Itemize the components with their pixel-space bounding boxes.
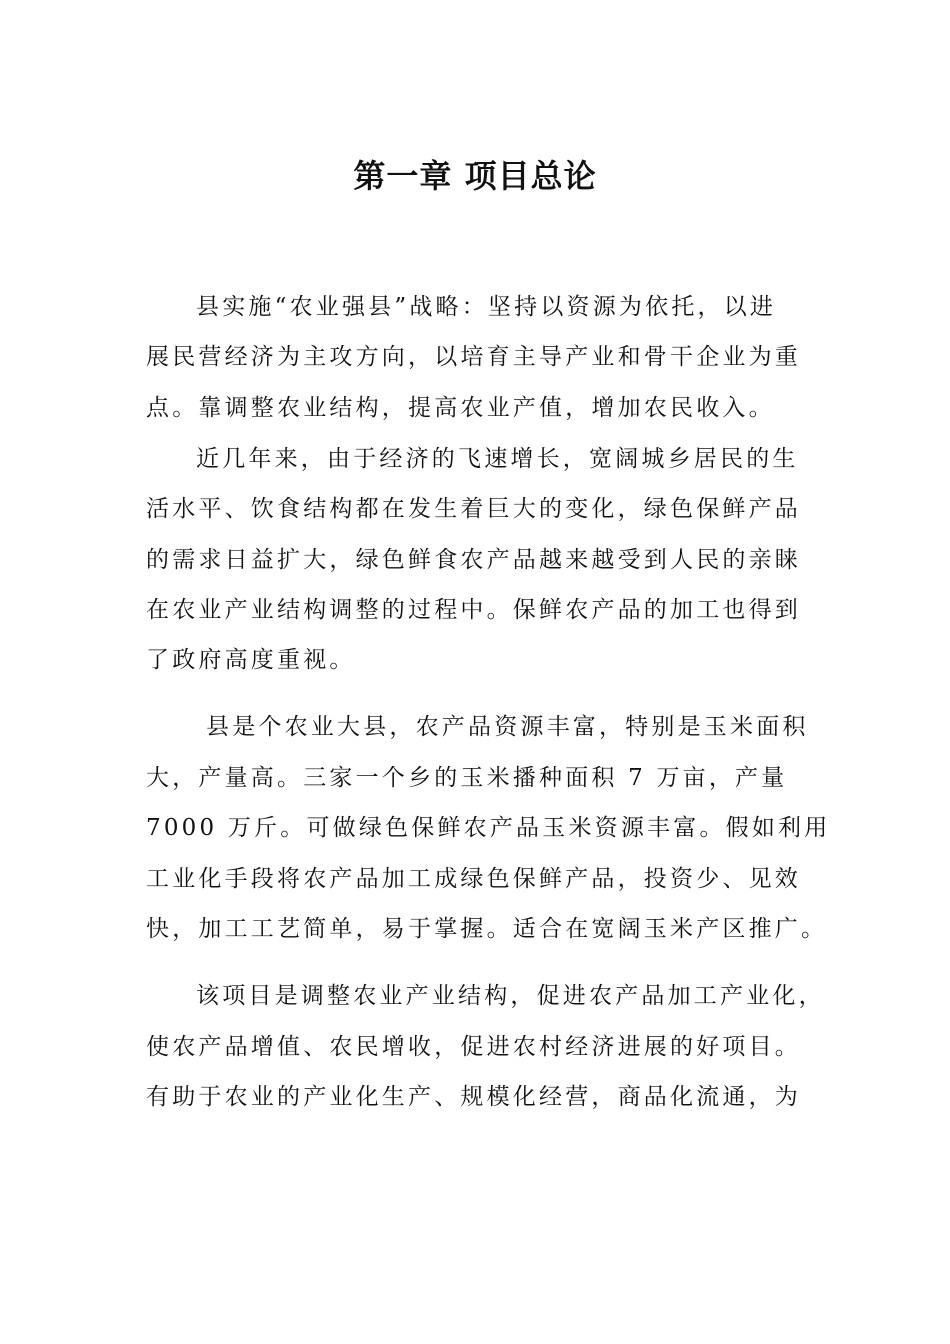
paragraph-2-line-3: 的需求日益扩大，绿色鲜食农产品越来越受到人民的亲睐 bbox=[146, 547, 801, 573]
paragraph-4-line-2: 使农产品增值、农民增收，促进农村经济进展的好项目。 bbox=[146, 1034, 801, 1060]
paragraph-1-line-1: 县实施“农业强县”战略：坚持以资源为依托，以进 bbox=[196, 294, 777, 320]
paragraph-1-line-3: 点。靠调整农业结构，提高农业产值，增加农民收入。 bbox=[146, 395, 775, 421]
paragraph-3-line-1: 县是个农业大县，农产品资源丰富，特别是玉米面积 bbox=[206, 714, 809, 740]
paragraph-3-line-5: 快，加工工艺简单，易于掌握。适合在宽阔玉米产区推广。 bbox=[146, 916, 828, 942]
paragraph-3-line-3: 7000 万斤。可做绿色保鲜农产品玉米资源丰富。假如利用 bbox=[146, 815, 831, 841]
paragraph-2-line-4: 在农业产业结构调整的过程中。保鲜农产品的加工也得到 bbox=[146, 597, 801, 623]
paragraph-2-line-1: 近几年来，由于经济的飞速增长，宽阔城乡居民的生 bbox=[196, 446, 799, 472]
chapter-title: 第一章 项目总论 bbox=[353, 157, 597, 195]
paragraph-1-line-2: 展民营经济为主攻方向，以培育主导产业和骨干企业为重 bbox=[146, 344, 801, 370]
paragraph-4-line-1: 该项目是调整农业产业结构，促进农产品加工产业化， bbox=[196, 983, 825, 1009]
paragraph-3-line-4: 工业化手段将农产品加工成绿色保鲜产品，投资少、见效 bbox=[146, 866, 801, 892]
paragraph-2-line-2: 活水平、饮食结构都在发生着巨大的变化，绿色保鲜产品 bbox=[146, 496, 801, 522]
paragraph-3-line-2: 大，产量高。三家一个乡的玉米播种面积 7 万亩，产量 bbox=[146, 765, 788, 791]
paragraph-2-line-5: 了政府高度重视。 bbox=[146, 647, 356, 673]
paragraph-4-line-3: 有助于农业的产业化生产、规模化经营，商品化流通，为 bbox=[146, 1084, 801, 1110]
